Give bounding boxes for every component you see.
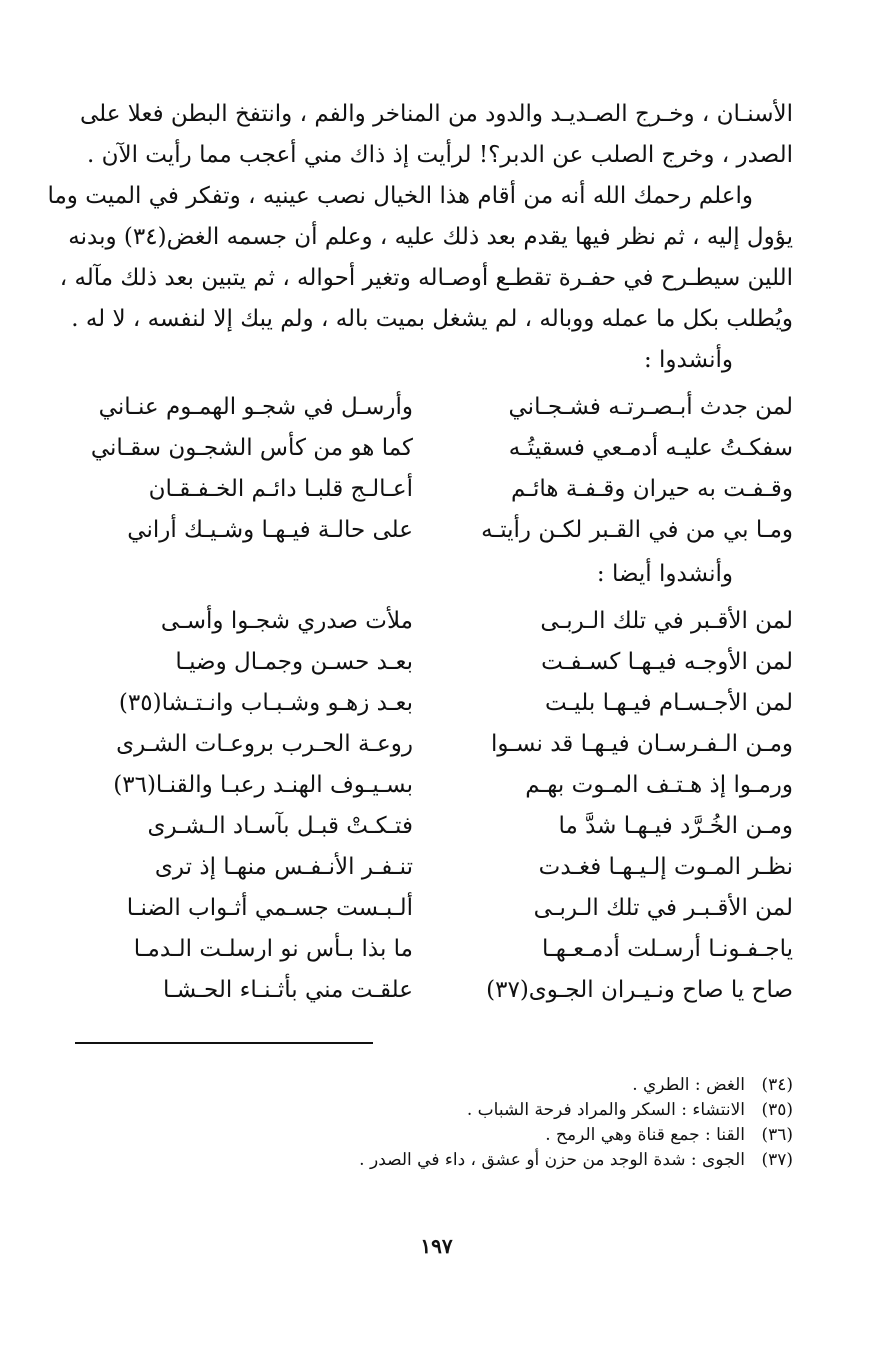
verse-second-hemistich: روعـة الحـرب بروعـات الشـرى [116, 730, 413, 757]
verse-first-hemistich: ياجـفـونـا أرسـلت أدمـعـهـا [542, 935, 793, 962]
verse-second-hemistich: بعـد حسـن وجمـال وضيـا [175, 648, 413, 675]
footnote-text: الجوى : شدة الوجد من حزن أو عشق ، داء في الصدر . [359, 1150, 745, 1170]
prose-line: واعلم رحمك الله أنه من أقام هذا الخيال نصب عينيه ، وتفكر في الميت وما [47, 183, 753, 209]
verse-second-hemistich: ملأت صدري شجـوا وأسـى [160, 607, 413, 634]
verse-first-hemistich: ورمـوا إذ هـتـف المـوت بهـم [525, 771, 793, 798]
verse-first-hemistich: لمن الأقـبر في تلك الـربـى [540, 607, 793, 634]
footnote [81, 1123, 793, 1148]
footnote-number: (٣٤) [761, 1075, 793, 1095]
prose-line: اللين سيطـرح في حفـرة تقطـع أوصـاله وتغير أحواله ، ثم يتبين بعد ذلك مآله ، [59, 265, 793, 291]
footnotes [81, 1073, 793, 1173]
footnote [81, 1098, 793, 1123]
verse-first-hemistich: لمن الأوجـه فيـهـا كسـفـت [541, 648, 793, 675]
verse-second-hemistich: تنـفـر الأنـفـس منهـا إذ ترى [154, 853, 413, 880]
verse-second-hemistich: بعـد زهـو وشـبـاب وانـتـشا(٣٥) [118, 689, 413, 716]
verse-second-hemistich: علقـت مني بأثـنـاء الحـشـا [163, 976, 413, 1003]
verse-first-hemistich: وقـفـت به حيران وقـفـة هائـم [510, 475, 793, 502]
prose-paragraph [47, 94, 793, 340]
verse-row [81, 928, 793, 969]
verse-row [81, 468, 793, 509]
page-number: ١٩٧ [420, 1234, 453, 1258]
footnote [81, 1148, 793, 1173]
verse-row [81, 600, 793, 641]
verse-row [81, 723, 793, 764]
verse-first-hemistich: لمن الأقـبـر في تلك الـربـى [533, 894, 793, 921]
verse-first-hemistich: نظـر المـوت إلـيـهـا فغـدت [538, 853, 793, 880]
prose-line: ويُطلب بكل ما عمله ووباله ، لم يشغل بميت باله ، ولم يبك إلا لنفسه ، لا له . [71, 306, 793, 332]
verse-row [81, 887, 793, 928]
poem-intro: وأنشدوا أيضا : [596, 561, 733, 587]
verse-second-hemistich: ألـبـست جسـمي أثـواب الضنـا [126, 894, 413, 921]
verse-second-hemistich: بسـيـوف الهنـد رعبـا والقنـا(٣٦) [113, 771, 413, 798]
footnote-text: الغض : الطري . [632, 1075, 745, 1095]
footnote-number: (٣٥) [761, 1100, 793, 1120]
verse-row [81, 846, 793, 887]
verse-row [81, 641, 793, 682]
footnote-number: (٣٦) [761, 1125, 793, 1145]
verse-row [81, 805, 793, 846]
prose-line: الأسنـان ، وخـرج الصـديـد والدود من المناخر والفم ، وانتفخ البطن فعلا على [79, 101, 793, 127]
verse-first-hemistich: سفكـتُ عليـه أدمـعي فسقيتُـه [508, 434, 793, 461]
verse-second-hemistich: أعـالـج قلبـا دائـم الخـفـقـان [148, 475, 413, 502]
verse-second-hemistich: كما هو من كأس الشجـون سقـاني [90, 434, 413, 461]
verse-row [81, 764, 793, 805]
prose-line: الصدر ، وخرج الصلب عن الدبر؟! لرأيت إذ ذاك مني أعجب مما رأيت الآن . [86, 142, 793, 168]
verse-row [81, 427, 793, 468]
verse-row [81, 509, 793, 550]
verse-second-hemistich: وأرسـل في شجـو الهمـوم عنـاني [98, 393, 413, 420]
footnote-text: القنا : جمع قناة وهي الرمح . [545, 1125, 745, 1145]
verse-row [81, 386, 793, 427]
verse-second-hemistich: ما بذا بـأس نو ارسلـت الـدمـا [133, 935, 413, 962]
verse-second-hemistich: فتـكـتْ قبـل بآسـاد الـشـرى [147, 812, 413, 839]
verse-row [81, 682, 793, 723]
poem-two [81, 600, 793, 1010]
verse-first-hemistich: ومـا بي من في القـبر لكـن رأيتـه [481, 516, 793, 543]
verse-first-hemistich: لمن الأجـسـام فيـهـا بليـت [544, 689, 793, 716]
footnote-divider [75, 1042, 373, 1044]
footnote [81, 1073, 793, 1098]
footnote-text: الانتشاء : السكر والمراد فرحة الشباب . [466, 1100, 745, 1120]
verse-first-hemistich: ومـن الـفـرسـان فيـهـا قد نسـوا [490, 730, 793, 757]
verse-first-hemistich: ومـن الخُـرَّد فيـهـا شدَّ ما [558, 812, 793, 839]
prose-line: يؤول إليه ، ثم نظر فيها يقدم بعد ذلك عليه ، وعلم أن جسمه الغض(٣٤) وبدنه [68, 224, 793, 250]
poem-one [81, 386, 793, 550]
verse-second-hemistich: على حالـة فيـهـا وشـيـك أراني [127, 516, 413, 543]
verse-row [81, 969, 793, 1010]
verse-first-hemistich: صاح يا صاح ونـيـران الجـوى(٣٧) [486, 976, 793, 1003]
verse-first-hemistich: لمن جدث أبـصـرتـه فشـجـاني [508, 393, 793, 420]
poem-intro: وأنشدوا : [643, 347, 733, 373]
footnote-number: (٣٧) [761, 1150, 793, 1170]
